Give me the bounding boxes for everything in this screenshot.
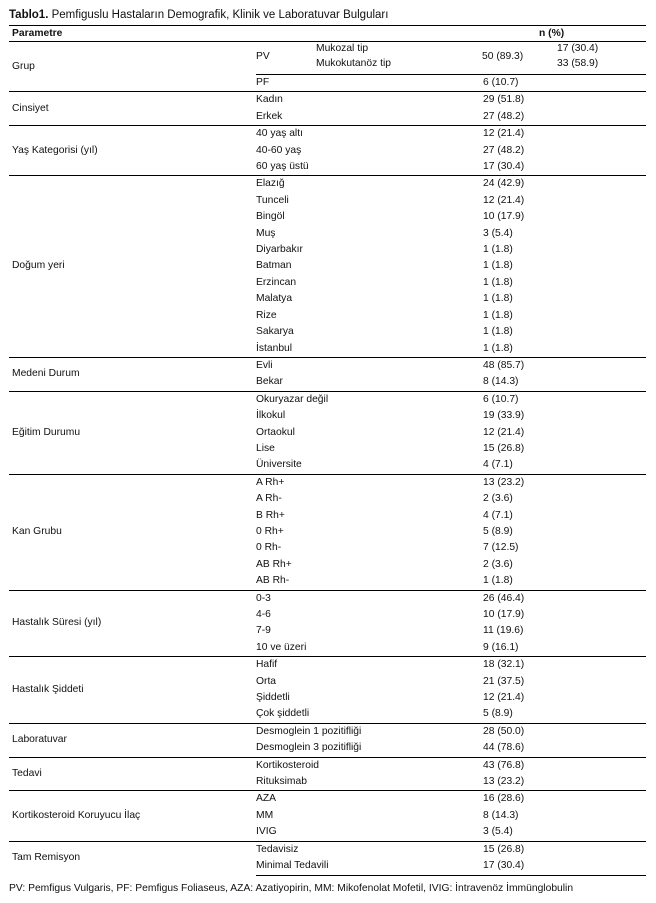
row-value: 21 (37.5) — [483, 675, 525, 687]
row-value: 17 (30.4) — [479, 858, 646, 875]
row-value: 28 (50.0) — [479, 723, 646, 740]
table-row — [9, 791, 646, 808]
row-label: Hafif — [256, 657, 479, 674]
row-value: 12 (21.4) — [483, 194, 525, 206]
header-n-percent: n (%) — [479, 26, 646, 42]
row-value: 8 (14.3) — [483, 376, 519, 388]
row-label: Çok şiddetli — [256, 708, 310, 720]
row-label: Tedavisiz — [256, 841, 479, 858]
row-value: 26 (46.4) — [479, 590, 646, 607]
row-value: 4 (7.1) — [483, 459, 513, 471]
row-value: 12 (21.4) — [483, 692, 525, 704]
group-name: Tedavi — [9, 757, 256, 791]
row-label: Sakarya — [256, 326, 294, 338]
row-value: 13 (23.2) — [483, 776, 525, 788]
table-row — [9, 391, 646, 408]
pv-block — [256, 42, 646, 74]
row-label: AZA — [256, 791, 479, 808]
table-row-pv — [9, 42, 646, 75]
group-name: Yaş Kategorisi (yıl) — [9, 126, 256, 176]
row-label: 40 yaş altı — [256, 126, 479, 143]
row-value: 8 (14.3) — [483, 809, 519, 821]
row-value: 1 (1.8) — [483, 276, 513, 288]
group-name: Medeni Durum — [9, 357, 256, 391]
pv-label: PV — [256, 51, 270, 62]
pv-mucocutaneous-value: 33 (58.9) — [557, 58, 599, 69]
row-label: Tunceli — [256, 194, 289, 206]
row-value: 9 (16.1) — [483, 641, 519, 653]
table-row — [9, 92, 646, 109]
row-label: Bingöl — [256, 211, 285, 223]
row-value: 5 (8.9) — [483, 525, 513, 537]
table-title — [9, 9, 388, 21]
group-name: Eğitim Durumu — [9, 391, 256, 474]
row-label: 0 Rh+ — [256, 525, 284, 537]
row-label: 7-9 — [256, 625, 271, 637]
group-name: Kan Grubu — [9, 474, 256, 590]
table-row — [9, 357, 646, 374]
table-footnote: PV: Pemfigus Vulgaris, PF: Pemfigus Foliaseus, AZA: Azatiyopirin, MM: Mikofenolat Mofetil, IVIG: İntravenöz İmmünglobulin — [9, 883, 574, 894]
row-label: Elazığ — [256, 176, 479, 193]
table-caption: Pemfiguslu Hastaların Demografik, Klinik ve Laboratuvar Bulguları — [48, 9, 389, 21]
row-label: Okuryazar değil — [256, 391, 479, 408]
group-name: Tam Remisyon — [9, 841, 256, 875]
row-value: 1 (1.8) — [483, 575, 513, 587]
row-value: 18 (32.1) — [479, 657, 646, 674]
row-label: MM — [256, 809, 274, 821]
row-value: 3 (5.4) — [483, 826, 513, 838]
row-label: Ortaokul — [256, 426, 295, 438]
row-value: 13 (23.2) — [479, 474, 646, 491]
header-parameter: Parametre — [9, 26, 256, 42]
row-value: 19 (33.9) — [483, 410, 525, 422]
row-value: 27 (48.2) — [483, 110, 525, 122]
row-value: 1 (1.8) — [483, 244, 513, 256]
row-label: Bekar — [256, 376, 283, 388]
row-label: A Rh+ — [256, 474, 479, 491]
row-value: 15 (26.8) — [483, 442, 525, 454]
pv-total-value: 50 (89.3) — [482, 51, 524, 62]
row-label: Lise — [256, 442, 275, 454]
row-value: 3 (5.4) — [483, 227, 513, 239]
row-label: AB Rh- — [256, 575, 290, 587]
group-name: Kortikosteroid Koruyucu İlaç — [9, 791, 256, 841]
row-value: 15 (26.8) — [479, 841, 646, 858]
table-row — [9, 657, 646, 674]
row-value: 10 (17.9) — [483, 609, 525, 620]
row-label: AB Rh+ — [256, 558, 292, 570]
row-label: IVIG — [256, 826, 277, 838]
row-value: 6 (10.7) — [479, 391, 646, 408]
row-label: 0 Rh- — [256, 542, 282, 554]
group-name: Laboratuvar — [9, 723, 256, 757]
row-label: Evli — [256, 357, 479, 374]
row-label: 10 ve üzeri — [256, 641, 307, 653]
group-name: Grup — [12, 60, 35, 72]
row-value: 6 (10.7) — [479, 75, 646, 92]
row-value: 1 (1.8) — [483, 293, 513, 305]
row-label: Desmoglein 3 pozitifliği — [256, 742, 362, 754]
row-value: 1 (1.8) — [483, 309, 513, 321]
row-label: Kortikosteroid — [256, 757, 479, 774]
row-value: 2 (3.6) — [483, 493, 513, 505]
row-label: Muş — [256, 227, 276, 239]
row-label: Rize — [256, 309, 277, 321]
row-label: 40-60 yaş — [256, 144, 302, 156]
row-value: 17 (30.4) — [483, 161, 525, 173]
pv-subtype-mucocutaneous: Mukokutanöz tip — [316, 58, 391, 69]
demographics-table — [9, 25, 646, 876]
table-row — [9, 176, 646, 193]
row-label: A Rh- — [256, 493, 282, 505]
table-row — [9, 590, 646, 607]
group-name: Hastalık Şiddeti — [9, 657, 256, 724]
table-header-row — [9, 26, 646, 42]
row-label: Erzincan — [256, 276, 297, 288]
row-value: 10 (17.9) — [483, 211, 525, 223]
row-label: Üniversite — [256, 459, 302, 471]
table-row — [9, 841, 646, 858]
group-name: Cinsiyet — [9, 92, 256, 126]
row-value: 12 (21.4) — [479, 126, 646, 143]
row-value: 43 (76.8) — [479, 757, 646, 774]
row-label: İlkokul — [256, 410, 286, 422]
row-value: 16 (28.6) — [479, 791, 646, 808]
pv-mucosal-value: 17 (30.4) — [557, 43, 599, 54]
row-value: 5 (8.9) — [483, 708, 513, 720]
row-value: 7 (12.5) — [483, 542, 519, 554]
row-value: 48 (85.7) — [479, 357, 646, 374]
group-name: Doğum yeri — [9, 176, 256, 357]
row-value: 11 (19.6) — [483, 625, 524, 637]
row-value: 29 (51.8) — [479, 92, 646, 109]
row-label: PF — [256, 75, 479, 92]
row-label: Rituksimab — [256, 776, 307, 788]
row-label: İstanbul — [256, 342, 293, 354]
row-label: Malatya — [256, 293, 293, 305]
row-value: 1 (1.8) — [483, 326, 513, 338]
row-label: Şiddetli — [256, 692, 290, 704]
row-label: 4-6 — [256, 609, 271, 620]
row-value: 1 (1.8) — [483, 342, 513, 354]
row-label: Minimal Tedavili — [256, 858, 479, 875]
table-row — [9, 723, 646, 740]
table-row — [9, 474, 646, 491]
row-label: Desmoglein 1 pozitifliği — [256, 723, 479, 740]
row-value: 1 (1.8) — [483, 260, 513, 272]
pv-subtype-mucosal: Mukozal tip — [316, 43, 369, 54]
row-label: Erkek — [256, 110, 283, 122]
row-value: 4 (7.1) — [483, 509, 513, 521]
row-value: 44 (78.6) — [483, 742, 525, 754]
row-value: 2 (3.6) — [483, 558, 513, 570]
row-label: Batman — [256, 260, 292, 272]
row-label: Diyarbakır — [256, 244, 303, 256]
row-label: B Rh+ — [256, 509, 285, 521]
group-name: Hastalık Süresi (yıl) — [9, 590, 256, 657]
table-number: Tablo1. — [9, 9, 49, 21]
row-label: Orta — [256, 675, 277, 687]
row-value: 12 (21.4) — [483, 426, 525, 438]
table-row — [9, 126, 646, 143]
row-label: 60 yaş üstü — [256, 161, 309, 173]
row-label: 0-3 — [256, 590, 479, 607]
row-value: 27 (48.2) — [483, 144, 525, 156]
table-row — [9, 757, 646, 774]
row-label: Kadın — [256, 92, 479, 109]
row-value: 24 (42.9) — [479, 176, 646, 193]
